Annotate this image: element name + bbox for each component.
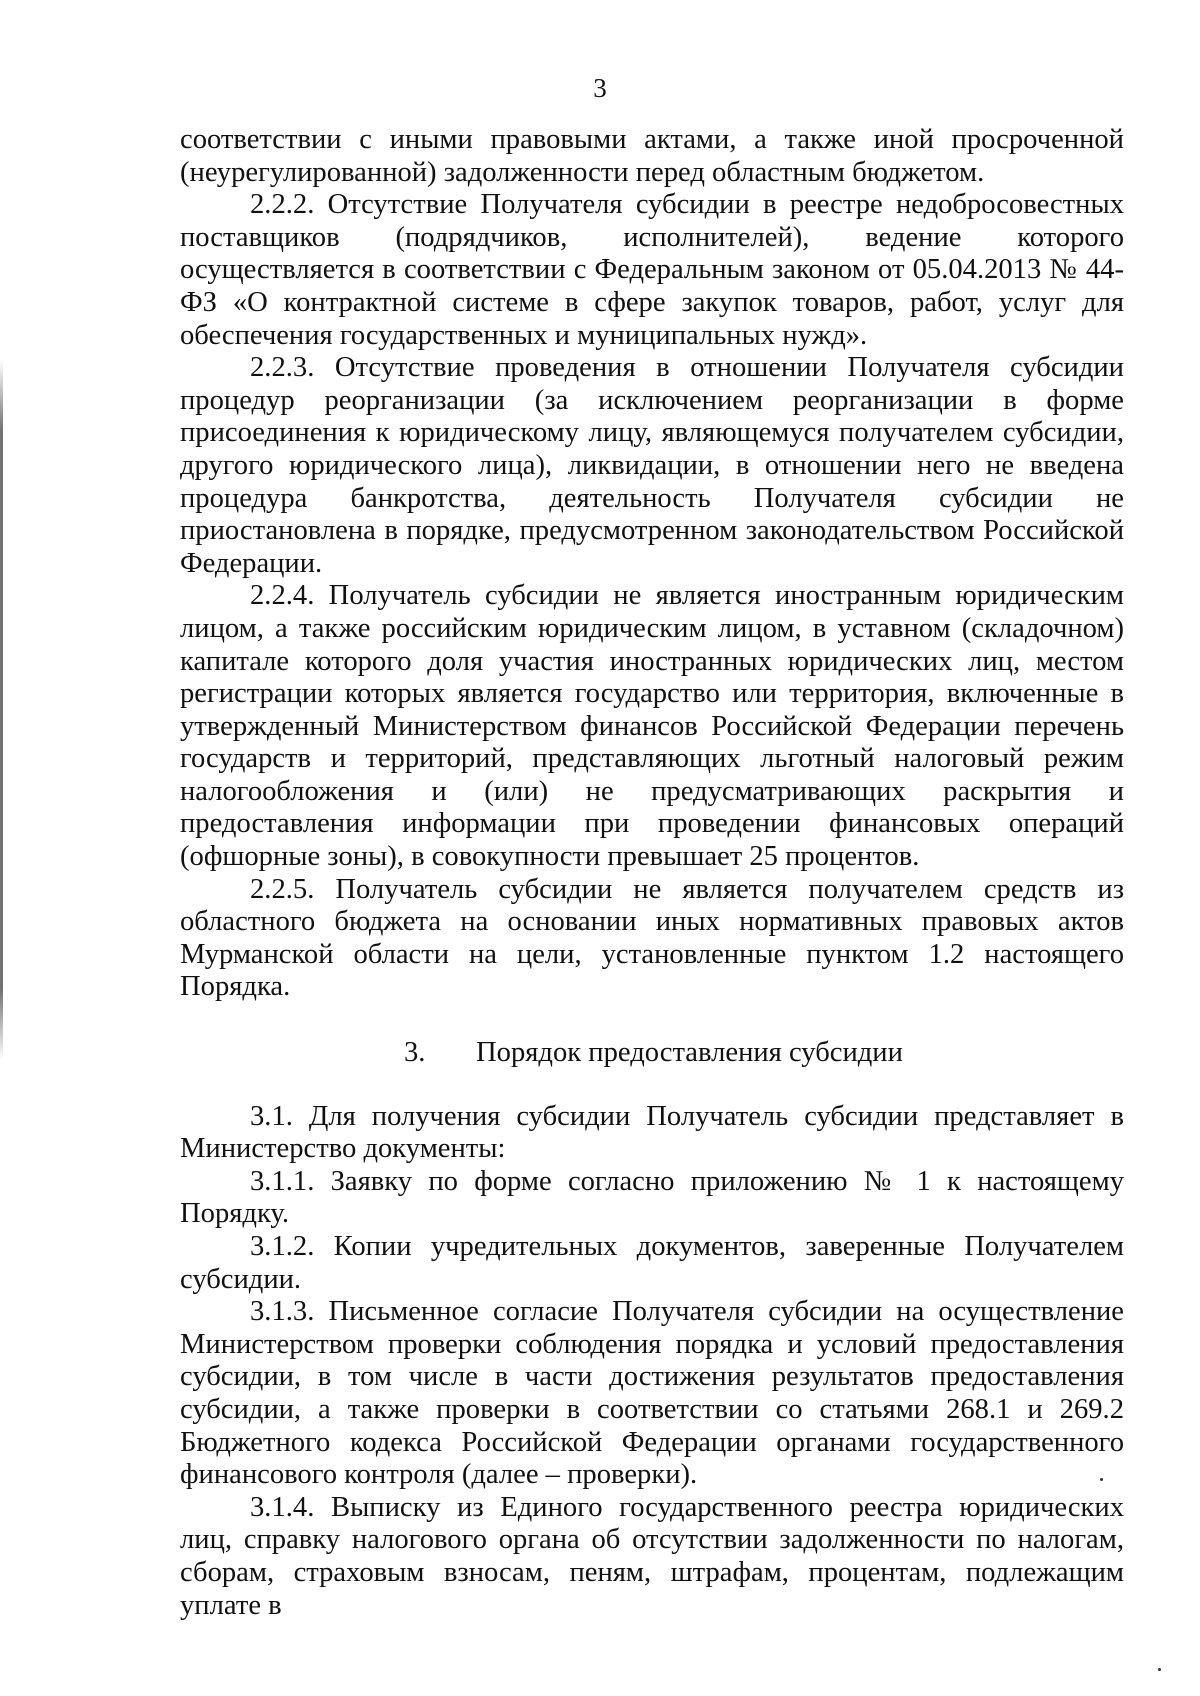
scan-speck [1158,1668,1161,1671]
paragraph-2-2-4: 2.2.4. Получатель субсидии не является иностранным юридическим лицом, а также российским юридическим лицом, в уставном (складочном) капитале которого доля участия иностранных юридических лиц, местом регистрации которых является государство или территория, включенные в утвержденный Министерством финансов Российской Федерации перечень государств и территорий, представляющих льготный налоговый режим налогообложения и (или) не предусматривающих раскрытия и предоставления информации при проведении финансовых операций (офшорные зоны), в совокупности превышает 25 процентов. [180,580,1124,873]
paragraph-continuation: соответствии с иными правовыми актами, а также иной просроченной (неурегулированной) задолженности перед областным бюджетом. [180,124,1124,188]
section-number: 3. [404,1037,426,1069]
section-title: Порядок предоставления субсидии [476,1037,903,1069]
paragraph-3-1-4: 3.1.4. Выписку из Единого государственного реестра юридических лиц, справку налогового органа об отсутствии задолженности по налогам, сборам, страховым взносам, пеням, штрафам, процентам, подлежащим уплате в [180,1491,1124,1621]
page-number: 3 [593,73,607,103]
paragraph-3-1-1: 3.1.1. Заявку по форме согласно приложению № 1 к настоящему Порядку. [180,1165,1124,1230]
scan-edge-shadow [0,360,3,1060]
paragraph-3-1-3: 3.1.3. Письменное согласие Получателя субсидии на осуществление Министерством проверки соблюдения порядка и условий предоставления субсидии, в том числе в части достижения результатов предоставления субсидии, а также проверки в соответствии со статьями 268.1 и 269.2 Бюджетного кодекса Российской Федерации органами государственного финансового контроля (далее – проверки). [180,1296,1124,1491]
scan-speck [1100,1478,1103,1481]
paragraph-3-1-2: 3.1.2. Копии учредительных документов, заверенные Получателем субсидии. [180,1231,1124,1295]
paragraph-2-2-3: 2.2.3. Отсутствие проведения в отношении Получателя субсидии процедур реорганизации (за исключением реорганизации в форме присоединения к юридическому лицу, являющемуся получателем субсидии, другого юридического лица), ликвидации, в отношении него не введена процедура банкротства, деятельность Получателя субсидии не приостановлена в порядке, предусмотренном законодательством Российской Федерации. [180,352,1124,579]
paragraph-2-2-5: 2.2.5. Получатель субсидии не является получателем средств из областного бюджета на основании иных нормативных правовых актов Мурманской области на цели, установленные пунктом 1.2 настоящего Порядка. [180,873,1124,1003]
paragraph-2-2-2: 2.2.2. Отсутствие Получателя субсидии в реестре недобросовестных поставщиков (подрядчиков, исполнителей), ведение которого осуществляется в соответствии с Федеральным законом от 05.04.2013 № 44-ФЗ «О контрактной системе в сфере закупок товаров, работ, услуг для обеспечения государственных и муниципальных нужд». [180,189,1124,351]
section-heading [180,1037,1124,1070]
document-body [180,124,1124,1622]
paragraph-3-1: 3.1. Для получения субсидии Получатель субсидии представляет в Министерство документы: [180,1100,1124,1165]
